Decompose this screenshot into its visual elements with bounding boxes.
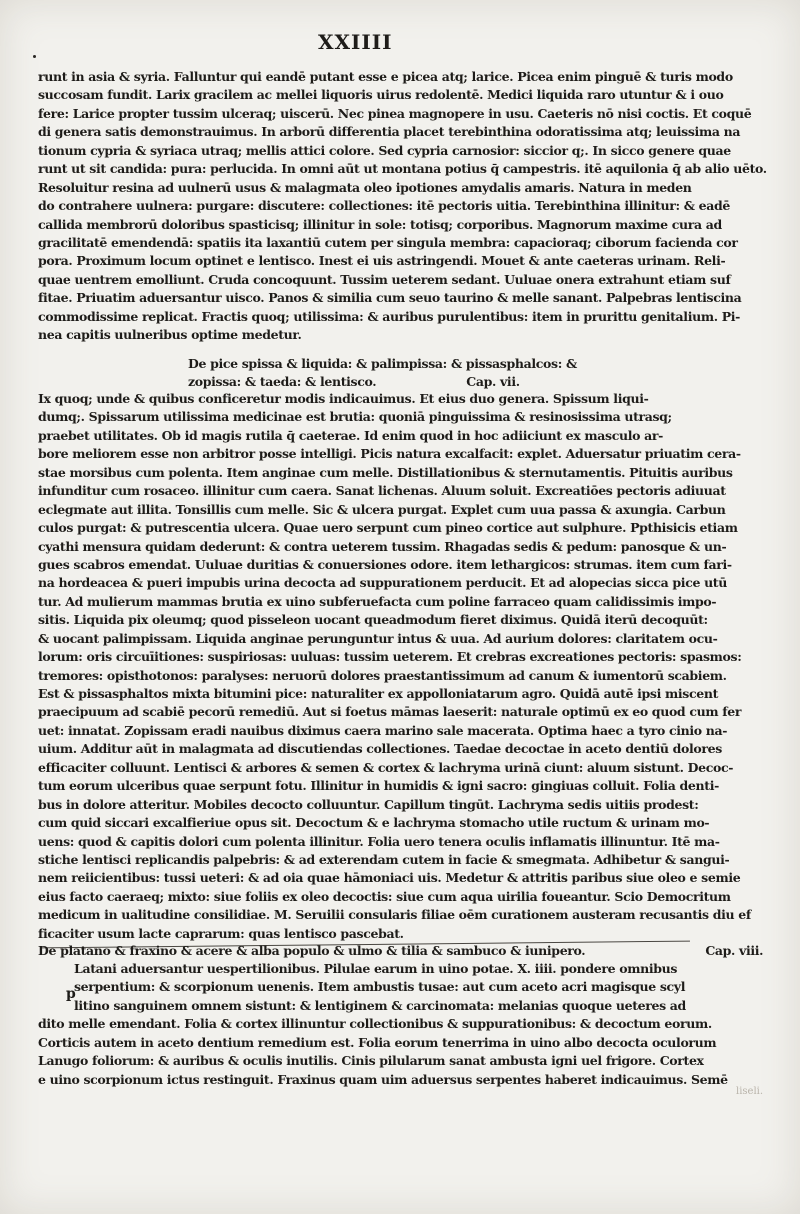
text-line: di genera satis demonstrauimus. In arborū differentia placet terebinthina odoratissima atq; leuissima na [38, 124, 741, 140]
text-line: praebet utilitates. Ob id magis rutila q̄ caeterae. Id enim quod in hoc adiiciunt ex masculo ar- [38, 427, 663, 443]
text-line: dumq;. Spissarum utilissima medicinae est brutia: quoniā pinguissima & resinosissima utrasq; [38, 409, 672, 425]
text-line: e uino scorpionum ictus restinguit. Fraxinus quam uim aduersus serpentes haberet indicauimus. Semē [38, 1071, 728, 1087]
chapter-heading-vii [38, 355, 680, 392]
text-line: callida membrorū doloribus spasticisq; illinitur in sole: totisq; corporibus. Magnorum maxime cura ad [38, 216, 722, 232]
text-line: fitae. Priuatim aduersantur uisco. Panos & similia cum seuo taurino & melle sanant. Palpebras lentiscina [38, 290, 742, 306]
text-line: stiche lentisci replicandis palpebris: & ad exterendam cutem in facie & smegmata. Adhibetur & sangui- [38, 851, 730, 867]
chapter-number: Cap. viii. [705, 943, 764, 958]
text-line: nem reiicientibus: tussi ueteri: & ad oia quae hāmoniaci uis. Medetur & attritis paribus siue oleo e semie [38, 870, 741, 886]
text-line: Corticis autem in aceto dentium remedium est. Folia eorum tenerrima in uino albo decocta oculorum [38, 1034, 717, 1050]
text-line: Ix quoq; unde & quibus conficeretur modis indicauimus. Et eius duo genera. Spissum liqui- [38, 391, 649, 406]
text-line: serpentium: & scorpionum uenenis. Item ambustis tusae: aut cum aceto acri magisque scyl [74, 979, 686, 995]
text-line: bore meliorem esse non arbitror posse intelligi. Picis natura excalfacit: explet. Aduersatur priuatim cera- [38, 446, 741, 462]
text-line: bus in dolore atteritur. Mobiles decocto colluuntur. Capillum tingūt. Lachryma sedis uitiis prodest: [38, 796, 699, 812]
text-line: praecipuum ad scabiē pecorū remediū. Aut si foetus māmas laeserit: naturale optimū ex eo quod cum fer [38, 704, 742, 720]
text-block-resina [38, 68, 767, 345]
text-line: na hordeacea & pueri impubis urina decocta ad suppurationem perducit. Et ad alopecias sicca pice utū [38, 575, 727, 591]
text-line: gracilitatē emendendā: spatiis ita laxantiū cutem per singula membra: capacioraq; ciborum facienda cor [38, 234, 738, 250]
text-line: efficaciter colluunt. Lentisci & arbores & semen & cortex & lachryma urinā ciunt: aluum sistunt. Decoc- [38, 759, 734, 775]
heading-line-1 [38, 942, 764, 960]
text-line: stae morsibus cum polenta. Item anginae cum melle. Distillationibus & sternutamentis. Pituitis auribus [38, 464, 733, 480]
text-line: dito melle emendant. Folia & cortex illinuntur collectionibus & suppurationibus: & decoctum eorum. [38, 1016, 712, 1032]
text-line: lorum: oris circuīitiones: suspiriosas: uuluas: tussim ueterem. Et crebras excreationes pectoris: spasmos: [38, 649, 742, 665]
text-line: tionum cypria & syriaca utraq; mellis attici colore. Sed cypria carnosior: siccior q;. In sicco genere quae [38, 142, 731, 158]
text-line: fere: Larice propter tussim ulceraq; uiscerū. Nec pinea magnopere in usu. Caeteris nō nisi coctis. Et coquē [38, 105, 752, 121]
text-line: uium. Additur aūt in malagmata ad discutiendas collectiones. Taedae decoctae in aceto dentiū dolores [38, 741, 722, 757]
text-line: eclegmate aut illita. Tonsillis cum melle. Sic & ulcera purgat. Explet cum uua passa & axungia. Carbun [38, 501, 726, 517]
text-line: Est & pissasphaltos mixta bitumini pice: naturaliter ex appolloniatarum agro. Quidā autē ipsi miscent [38, 686, 719, 701]
text-line: Lanugo foliorum: & auribus & oculis inutilis. Cinis pilularum sanat ambusta igni uel frigore. Cortex [38, 1053, 704, 1069]
text-line: tum eorum ulceribus quae serpunt fotu. Illinitur in humidis & igni sacro: gingiuas colluit. Folia denti- [38, 778, 719, 794]
folio-number: XXIIII [318, 30, 393, 54]
text-line: & uocant palimpissam. Liquida anginae perunguntur intus & uua. Ad aurium dolores: claritatem ocu- [38, 630, 718, 646]
text-line: runt ut sit candida: pura: perlucida. In omni aūt ut montana potius q̄ campestris. itē aquilonia q̄ ab alio uēto. [38, 161, 767, 177]
text-line: culos purgat: & putrescentia ulcera. Quae uero serpunt cum pineo cortice aut sulphure. Ppthisicis etiam [38, 520, 738, 536]
text-line: nea capitis uulneribus optime medetur. [38, 327, 302, 343]
text-line: eius facto caeraeq; mixto: siue foliis ex oleo decoctis: siue cum aqua uirilia foueantur. Scio Democritum [38, 888, 731, 904]
heading-viii-text: De platano & fraxino & acere & alba populo & ulmo & tilia & sambuco & iunipero. [38, 943, 586, 958]
text-line: medicum in ualitudine consilidiae. M. Seruilii consularis filiae oēm curationem austeram recusantis diu ef [38, 907, 751, 923]
ink-dot [33, 55, 36, 58]
text-line: sitis. Liquida pix oleumq; quod pisseleon uocant queadmodum fieret diximus. Quidā iterū decoquūt: [38, 612, 708, 628]
text-line: commodissime replicat. Fractis quoq; utilissima: & auribus purulentibus: item in prurittu genitalium. Pi- [38, 308, 741, 324]
text-line: cyathi mensura quidam dederunt: & contra ueterem tussim. Rhagadas sedis & pedum: panosque & un- [38, 538, 727, 554]
heading-line-1: De pice spissa & liquida: & palimpissa: & pissasphalcos: & [188, 356, 577, 371]
text-line: tur. Ad mulierum mammas brutia ex uino subferuefacta cum poline farraceo quam calidissimis impo- [38, 593, 717, 609]
text-line: tremores: opisthotonos: paralyses: neruorū dolores praestantissimum ad canum & iumentorū scabiem. [38, 667, 727, 683]
chapter-heading-viii [38, 942, 764, 960]
text-line: do contrahere uulnera: purgare: discutere: collectiones: itē pectoris uitia. Terebinthina illinitur: & eadē [38, 198, 730, 214]
text-line: litino sanguinem omnem sistunt: & lentiginem & carcinomata: melanias quoque ueteres ad [74, 997, 686, 1013]
text-line: gues scabros emendat. Uuluae duritias & conuersiones odore. item lethargicos: strumas. item cum fari- [38, 556, 732, 572]
text-line: quae uentrem emolliunt. Cruda concoquunt. Tussim ueterem sedant. Uuluae onera extrahunt etiam suf [38, 271, 731, 287]
chapter-number: Cap. vii. [466, 374, 520, 390]
text-line: uet: innatat. Zopissam eradi nauibus diximus caera marino sale macerata. Optima haec a tyro cinio na- [38, 722, 728, 738]
text-line: Resoluitur resina ad uulnerū usus & malagmata oleo ipotiones amydalis amaris. Natura in meden [38, 179, 692, 195]
text-line: succosam fundit. Larix gracilem ac mellei liquoris uirus redolentē. Medici liquida raro utuntur & i ouo [38, 87, 724, 103]
text-line: pora. Proximum locum optinet e lentisco. Inest ei uis astringendi. Mouet & ante caeteras urinam. Reli- [38, 253, 726, 269]
text-line: infunditur cum rosaceo. illinitur cum caera. Sanat lichenas. Aluum soluit. Excreatiōes pectoris adiuuat [38, 483, 726, 499]
faint-margin-note: liseli. [736, 1086, 764, 1097]
text-line: uens: quod & capitis dolori cum polenta illinitur. Folia uero tenera oculis inflamatis illinuntur. Itē ma- [38, 833, 720, 849]
text-line: ficaciter usum lacte caprarum: quas lentisco pascebat. [38, 925, 404, 941]
text-block-pix [38, 390, 751, 943]
text-block-platanus [38, 960, 728, 1089]
heading-line-2-text: zopissa: & taeda: & lentisco. [188, 374, 377, 390]
margin-letter: p [66, 986, 76, 1002]
text-line: runt in asia & syria. Falluntur qui eandē putant esse e picea atq; larice. Picea enim pinguē & turis modo [38, 69, 733, 84]
text-line: cum quid siccari excalfieriue opus sit. Decoctum & e lachryma stomacho utile ructum & urinam mo- [38, 815, 710, 831]
text-line: Latani aduersantur uespertilionibus. Pilulae earum in uino potae. X. iiii. pondere omnibus [74, 961, 678, 976]
